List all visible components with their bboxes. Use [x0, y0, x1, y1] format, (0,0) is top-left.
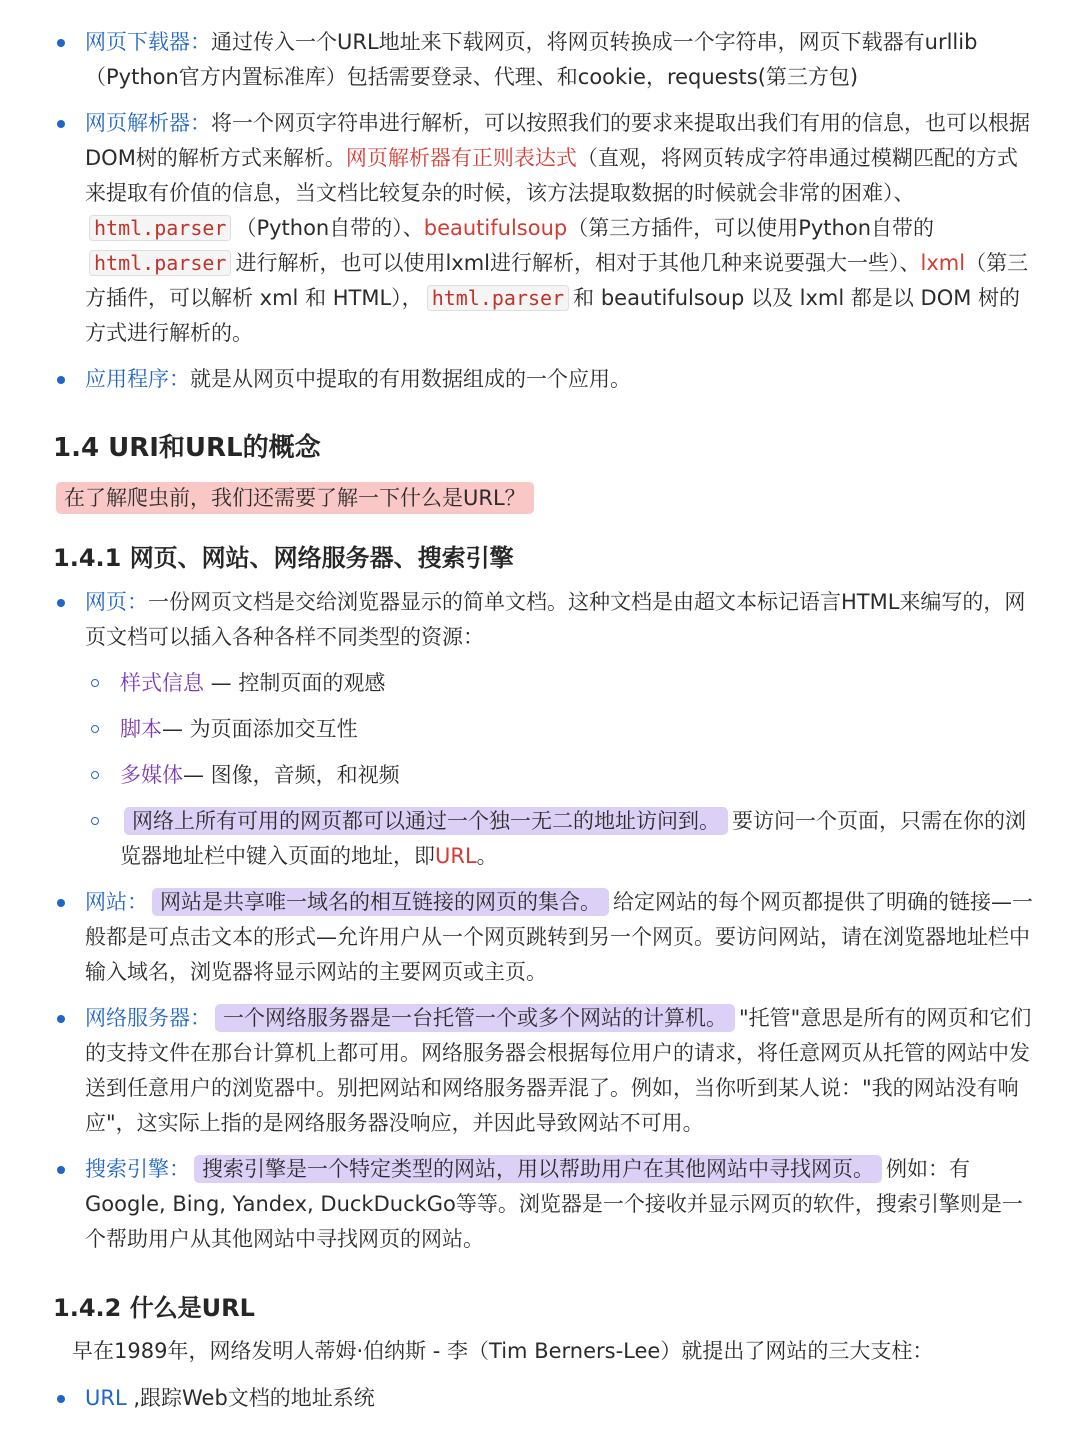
url-item-end: 。 — [476, 844, 498, 868]
circle-bullet-icon — [91, 771, 99, 779]
bullet-icon — [57, 1166, 65, 1174]
url-text: ,跟踪Web文档的地址系统 — [126, 1386, 375, 1410]
inline-code: html.parser — [89, 250, 231, 276]
parser-text: （直观，将网页转成字符串通过模糊匹配的方式来提取有价值的信息，当文档比较复杂的时候，该方法提取数据的时候就会非常的困难）、 — [85, 146, 1018, 205]
sub-list-item — [0, 804, 1080, 874]
paragraph: 早在1989年，网络发明人蒂姆·伯纳斯 - 李（Tim Berners-Lee）就提出了网站的三大支柱： — [72, 1339, 934, 1363]
bullet-icon — [57, 39, 65, 47]
circle-bullet-icon — [91, 725, 99, 733]
term-downloader: 网页下载器： — [85, 30, 211, 54]
parser-text: 进行解析，也可以使用lxml进行解析，相对于其他几种来说要强大一些）、 — [235, 251, 921, 275]
bullet-icon — [57, 120, 65, 128]
highlight-text: 一个网络服务器是一台托管一个或多个网站的计算机。 — [215, 1004, 735, 1032]
beautifulsoup-highlight: beautifulsoup — [423, 216, 568, 240]
term-website: 网站： — [85, 890, 148, 914]
circle-bullet-icon — [91, 817, 99, 825]
list-item — [0, 885, 1080, 990]
term-webpage: 网页： — [85, 590, 148, 614]
term-url: URL — [85, 1386, 127, 1410]
website-text: 给定网站的每个网页都提供了明确的链接—一般都是可点击文本的形式—允许用户从一个网页跳转到另一个网页。要访问网站，请在浏览器地址栏中输入域名，浏览器将显示网站的主要网页或主页。 — [85, 890, 1033, 984]
list-item — [0, 1152, 1080, 1257]
highlight-text: 搜索引擎是一个特定类型的网站，用以帮助用户在其他网站中寻找网页。 — [194, 1155, 882, 1183]
parser-text: （第三方插件，可以解析 xml 和 HTML）， — [85, 251, 1029, 310]
term-search-engine: 搜索引擎： — [85, 1157, 190, 1181]
pillars-list — [0, 1381, 1080, 1416]
sub-list-item — [0, 666, 1080, 701]
web-concepts-list — [0, 585, 1080, 1257]
term-style-info: 样式信息 — [120, 671, 204, 695]
term-multimedia: 多媒体 — [120, 763, 183, 787]
parser-text: 将一个网页字符串进行解析，可以按照我们的要求来提取出我们有用的信息，也可以根据DOM树的解析方式来解析。 — [85, 111, 1030, 170]
inline-code: html.parser — [89, 215, 231, 241]
parser-text: （Python自带的）、 — [235, 216, 424, 240]
webpage-text: 一份网页文档是交给浏览器显示的简单文档。这种文档是由超文本标记语言HTML来编写的，网页文档可以插入各种各样不同类型的资源： — [85, 590, 1026, 649]
sub-item-text: — 控制页面的观感 — [204, 671, 386, 695]
regex-highlight: 网页解析器有正则表达式 — [345, 146, 577, 170]
application-text: 就是从网页中提取的有用数据组成的一个应用。 — [190, 367, 631, 391]
callout-text: 在了解爬虫前，我们还需要了解一下什么是URL？ — [56, 482, 534, 514]
term-application: 应用程序： — [85, 367, 190, 391]
highlight-text: 网站是共享唯一域名的相互链接的网页的集合。 — [152, 888, 609, 916]
bullet-icon — [57, 899, 65, 907]
term-web-server: 网络服务器： — [85, 1006, 211, 1030]
url-highlight: URL — [435, 844, 477, 868]
sub-list-item — [0, 758, 1080, 793]
sub-item-text: — 图像，音频，和视频 — [183, 763, 400, 787]
section-heading: 1.4 URI和URL的概念 — [53, 433, 321, 463]
url-item-text: 要访问一个页面，只需在你的浏览器地址栏中键入页面的地址，即 — [120, 809, 1026, 868]
list-item — [0, 106, 1080, 351]
term-script: 脚本 — [120, 717, 162, 741]
subsection-heading: 1.4.2 什么是URL — [53, 1294, 255, 1322]
parser-text: 和 beautifulsoup 以及 lxml 都是以 DOM 树的方式进行解析的。 — [85, 286, 1021, 345]
list-item — [0, 362, 1080, 397]
sub-list-item — [0, 712, 1080, 747]
lxml-highlight: lxml — [920, 251, 966, 275]
circle-bullet-icon — [91, 679, 99, 687]
server-text: "托管"意思是所有的网页和它们的支持文件在那台计算机上都可用。网络服务器会根据每位用户的请求，将任意网页从托管的网站中发送到任意用户的浏览器中。别把网站和网络服务器弄混了。例如，当你听到某人说："我的网站没有响应"，这实际上指的是网络服务器没响应，并因此导致网站不可用。 — [85, 1006, 1032, 1135]
sub-item-text: — 为页面添加交互性 — [162, 717, 358, 741]
crawler-components-list — [0, 25, 1080, 397]
highlight-text: 网络上所有可用的网页都可以通过一个独一无二的地址访问到。 — [124, 807, 728, 835]
term-parser: 网页解析器： — [85, 111, 211, 135]
parser-text: （第三方插件，可以使用Python自带的 — [567, 216, 935, 240]
subsection-heading: 1.4.1 网页、网站、网络服务器、搜索引擎 — [53, 544, 514, 572]
list-item — [0, 25, 1080, 95]
inline-code: html.parser — [427, 285, 569, 311]
bullet-icon — [57, 376, 65, 384]
bullet-icon — [57, 599, 65, 607]
search-text: 例如：有 Google, Bing, Yandex, DuckDuckGo等等。浏览器是一个接收并显示网页的软件，搜索引擎则是一个帮助用户从其他网站中寻找网页的网站。 — [85, 1157, 1023, 1251]
list-item — [0, 1381, 1080, 1416]
list-item — [0, 585, 1080, 655]
bullet-icon — [57, 1015, 65, 1023]
downloader-text: 通过传入一个URL地址来下载网页，将网页转换成一个字符串，网页下载器有urllib（Python官方内置标准库）包括需要登录、代理、和cookie，requests(第三方包) — [85, 30, 978, 89]
list-item — [0, 1001, 1080, 1141]
callout — [56, 481, 534, 516]
bullet-icon — [57, 1395, 65, 1403]
